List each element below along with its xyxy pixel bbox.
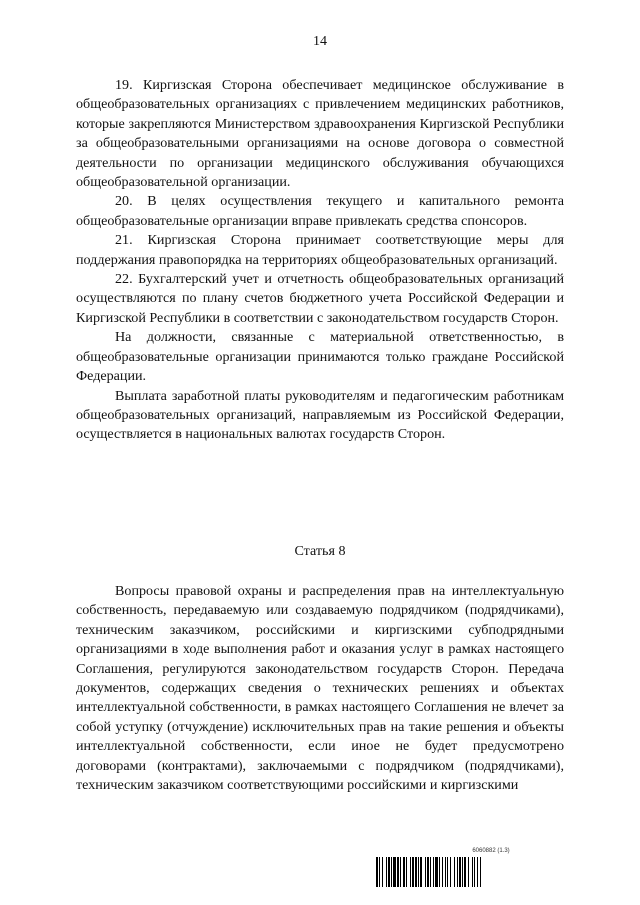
paragraph-21: 21. Киргизская Сторона принимает соответствующие меры для поддержания правопорядка на территориях общеобразовательных организаций.: [76, 232, 564, 268]
article-heading: Статья 8: [294, 543, 346, 559]
document-body: [76, 76, 564, 445]
barcode-icon: [376, 857, 566, 887]
barcode-label: 6060882 (1.3): [472, 848, 510, 854]
paragraph-20: 20. В целях осуществления текущего и капитального ремонта общеобразовательные организации вправе привлекать средства спонсоров.: [76, 193, 564, 229]
paragraph-intellectual-property: Вопросы правовой охраны и распределения прав на интеллектуальную собственность, передаваемую или создаваемую подрядчиком (подрядчиками), техническим заказчиком, российскими и киргизскими субподрядными организациями в ходе выполнения работ и оказания услуг в рамках настоящего Соглашения, регулируются законодательством государств Сторон. Передача документов, содержащих сведения о технических решениях и объектах интеллектуальной собственности, в рамках настоящего Соглашения не влечет за собой уступку (отчуждение) исключительных прав на такие решения и объекты интеллектуальной собственности, если иное не будет предусмотрено договорами (контрактами), заключаемыми с подрядчиком (подрядчиками), техническим заказчиком соответствующими российскими и киргизскими: [76, 583, 564, 794]
article-body: [76, 582, 564, 795]
paragraph-salary: Выплата заработной платы руководителям и педагогическим работникам общеобразовательных организаций, направляемым из Российской Федерации, осуществляется в национальных валютах государств Сторон.: [76, 387, 564, 443]
paragraph-22: 22. Бухгалтерский учет и отчетность общеобразовательных организаций осуществляются по плану счетов бюджетного учета Российской Федерации и Киргизской Республики в соответствии с законодательством государств Сторон.: [76, 271, 564, 326]
paragraph-responsibility: На должности, связанные с материальной ответственностью, в общеобразовательные организации принимаются только граждане Российской Федерации.: [76, 329, 564, 385]
page-number: 14: [313, 34, 327, 49]
document-barcode: [376, 848, 566, 887]
paragraph-19: 19. Киргизская Сторона обеспечивает медицинское обслуживание в общеобразовательных организациях с привлечением медицинских работников, которые закрепляются Министерством здравоохранения Киргизской Республики за общеобразовательными организациями на основе договора о совместной деятельности по организации медицинского обслуживания обучающихся общеобразовательной организации.: [76, 77, 564, 191]
